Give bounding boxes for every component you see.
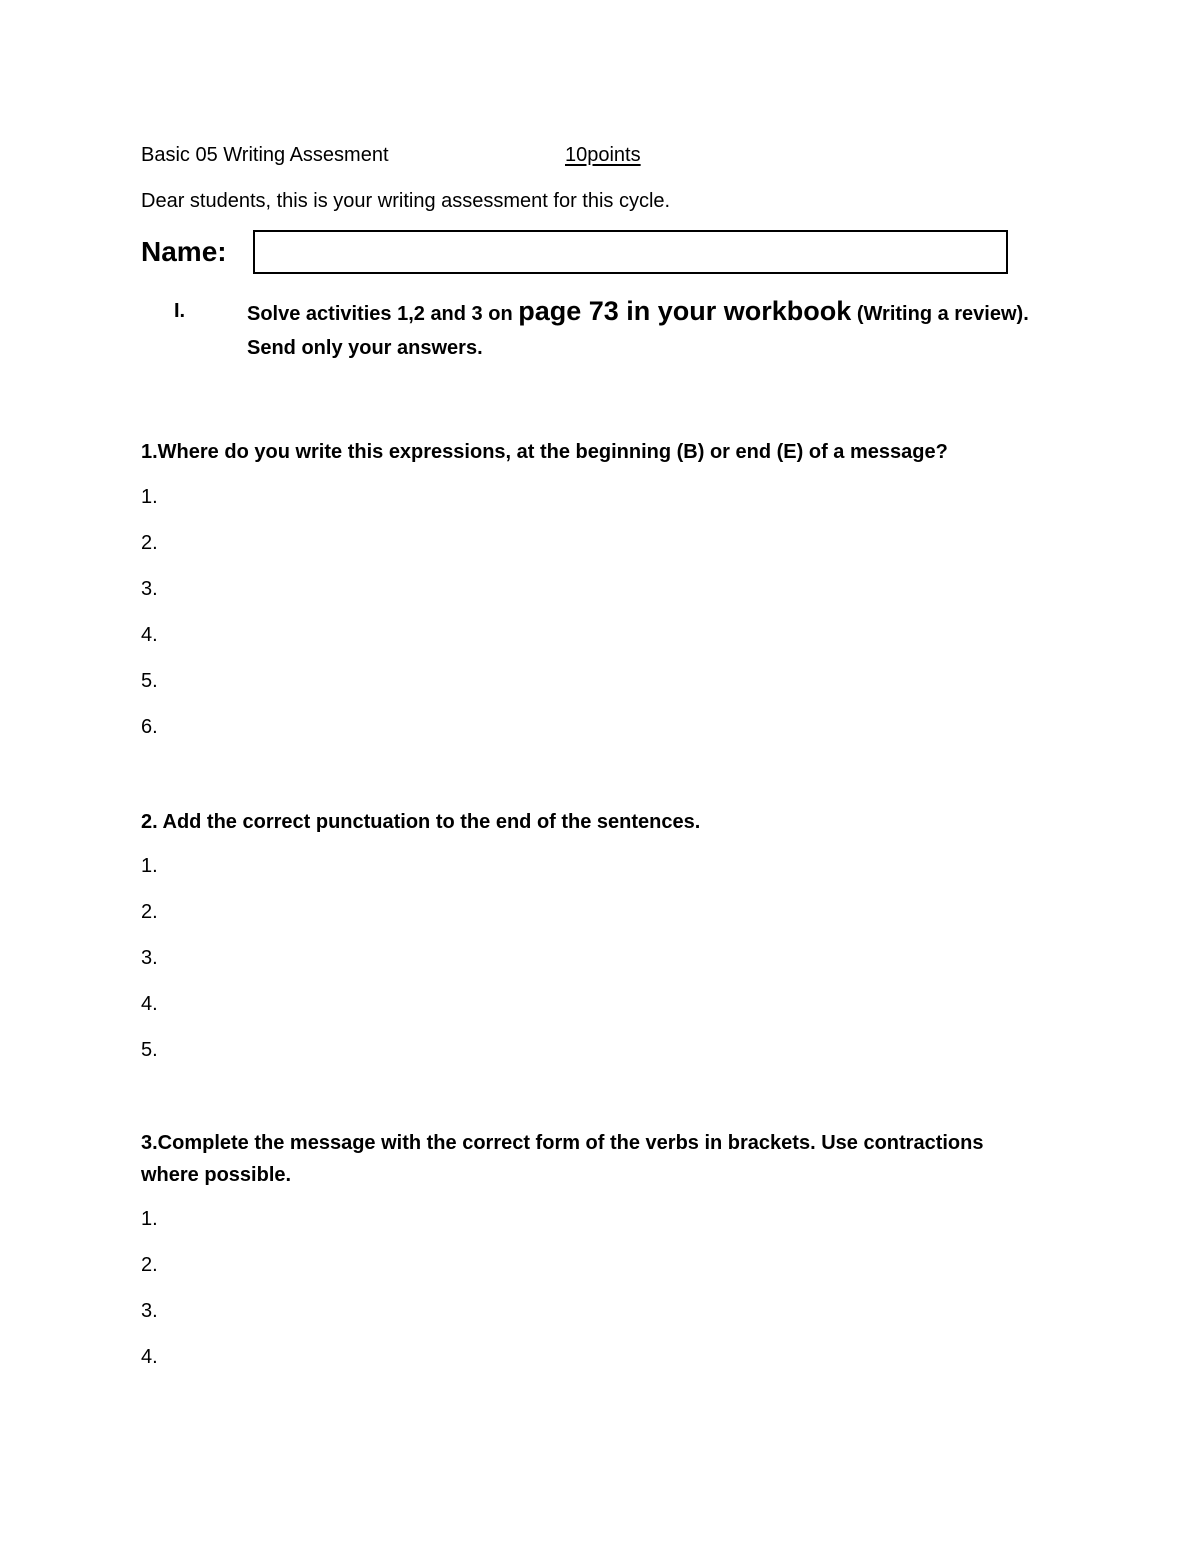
intro-text: Dear students, this is your writing assessment for this cycle. (141, 190, 671, 212)
activity-3-item: 2. (141, 1254, 158, 1276)
activity-2-item: 4. (141, 993, 158, 1015)
activity-2-question: 2. Add the correct punctuation to the end of the sentences. (141, 811, 701, 833)
activity-1-question: 1.Where do you write this expressions, at the beginning (B) or end (E) of a message? (141, 441, 948, 463)
instruction-marker: I. (174, 300, 186, 322)
assessment-header (141, 144, 641, 167)
activity-1-item: 2. (141, 532, 158, 554)
assessment-title: Basic 05 Writing Assesment (141, 144, 389, 166)
activity-2-item: 3. (141, 947, 158, 969)
activity-1-item: 5. (141, 670, 158, 692)
activity-1-item: 1. (141, 486, 158, 508)
activity-1-item: 4. (141, 624, 158, 646)
points-label: 10points (565, 144, 641, 166)
activity-3-item: 1. (141, 1208, 158, 1230)
activity-3-question: 3.Complete the message with the correct form of the verbs in brackets. Use contractions where possible. (141, 1132, 984, 1186)
activity-1-item: 3. (141, 578, 158, 600)
instruction-text (247, 294, 1127, 365)
name-label: Name: (141, 236, 227, 267)
instruction-part1: Solve activities 1,2 and 3 on (247, 303, 519, 325)
name-input-box[interactable] (253, 230, 1008, 274)
activity-2-item: 2. (141, 901, 158, 923)
instruction-emphasis: page 73 in your workbook (518, 296, 852, 326)
instruction-line2: Send only your answers. (247, 337, 483, 359)
activity-1-item: 6. (141, 716, 158, 738)
activity-3-item: 3. (141, 1300, 158, 1322)
instruction-part2: (Writing a review). (851, 303, 1029, 325)
activity-3-item: 4. (141, 1346, 158, 1368)
activity-2-item: 5. (141, 1039, 158, 1061)
activity-2-item: 1. (141, 855, 158, 877)
